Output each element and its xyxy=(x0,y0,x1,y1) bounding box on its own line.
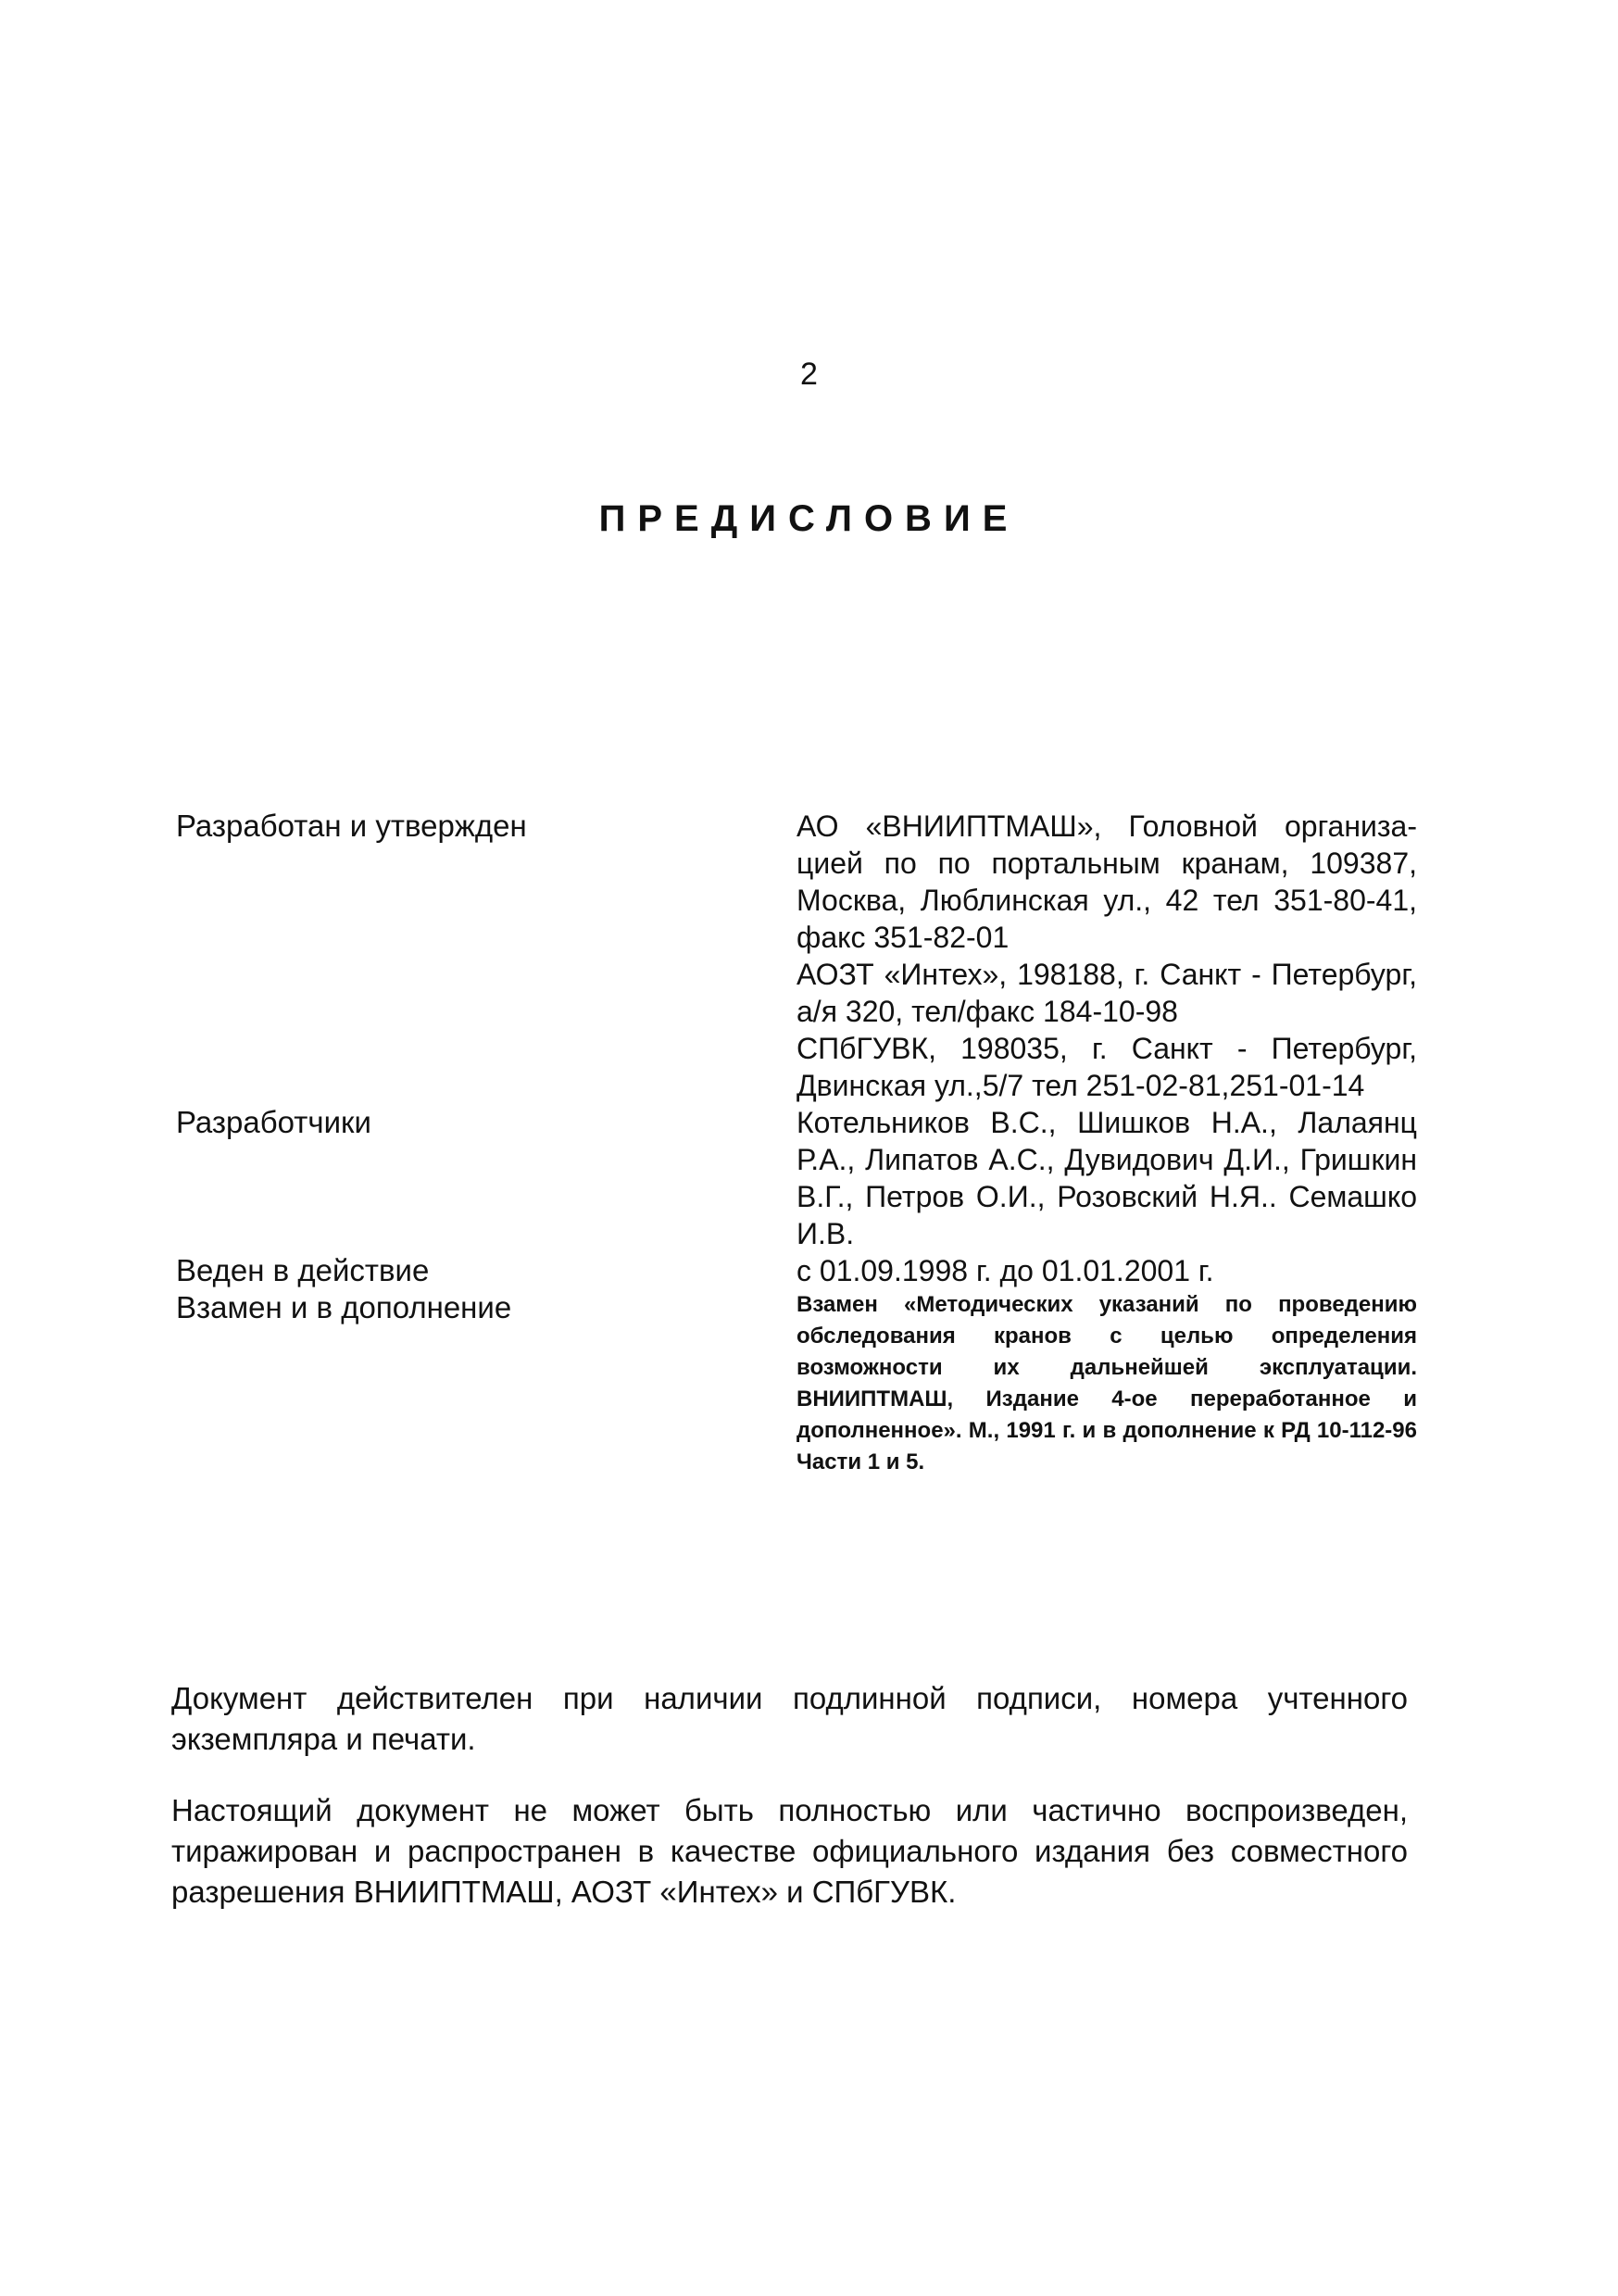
value-effective-date: с 01.09.1998 г. до 01.01.2001 г. xyxy=(796,1254,1214,1287)
info-row-developed-approved xyxy=(176,808,1417,1104)
info-row-effective-date xyxy=(176,1252,1417,1289)
value-replaces-text: Взамен «Методических указаний по проведению обследования кранов с целью определения возможности их дальнейшей эксплуатации. ВНИИПТМАШ, Издание 4-ое переработанное и дополненное». М., 1991 г. и в дополнение к РД 10-112-96 Части 1 и 5. xyxy=(796,1292,1417,1474)
organization-intekh: АОЗТ «Интех», 198188, г. Санкт - Петербург, а/я 320, тел/факс 184-10-98 xyxy=(796,958,1417,1028)
organization-vniiptmash: АО «ВНИИПТМАШ», Головной организа-цией по по портальным кранам, 109387, Москва, Люблинская ул., 42 тел 351-80-41, факс 351-82-01 xyxy=(796,809,1417,954)
label-developers: Разработчики xyxy=(176,1105,371,1139)
label-replaces: Взамен и в дополнение xyxy=(176,1290,512,1324)
label-developed-approved: Разработан и утвержден xyxy=(176,809,527,843)
page-number: 2 xyxy=(800,357,818,392)
validity-note: Документ действителен при наличии подлинной подписи, номера учтенного экземпляра и печати. xyxy=(171,1681,1408,1756)
info-row-developers xyxy=(176,1104,1417,1252)
organization-spbguvk: СПбГУВК, 198035, г. Санкт - Петербург, Двинская ул.,5/7 тел 251-02-81,251-01-14 xyxy=(796,1032,1417,1102)
copyright-note: Настоящий документ не может быть полностью или частично воспроизведен, тиражирован и распространен в качестве официального издания без совместного разрешения ВНИИПТМАШ, АОЗТ «Интех» и СПбГУВК. xyxy=(171,1793,1408,1909)
value-developed-approved xyxy=(796,808,1417,1104)
page-title: ПРЕДИСЛОВИЕ xyxy=(598,498,1020,539)
label-effective-date: Веден в действие xyxy=(176,1253,430,1287)
info-row-replaces xyxy=(176,1289,1417,1478)
value-developers: Котельников В.С., Шишков Н.А., Лалаянц Р.А., Липатов А.С., Дувидович Д.И., Гришкин В.Г., Петров О.И., Розовский Н.Я.. Семашко И.В. xyxy=(796,1106,1417,1250)
info-table xyxy=(176,808,1417,1478)
value-replaces xyxy=(796,1289,1417,1478)
